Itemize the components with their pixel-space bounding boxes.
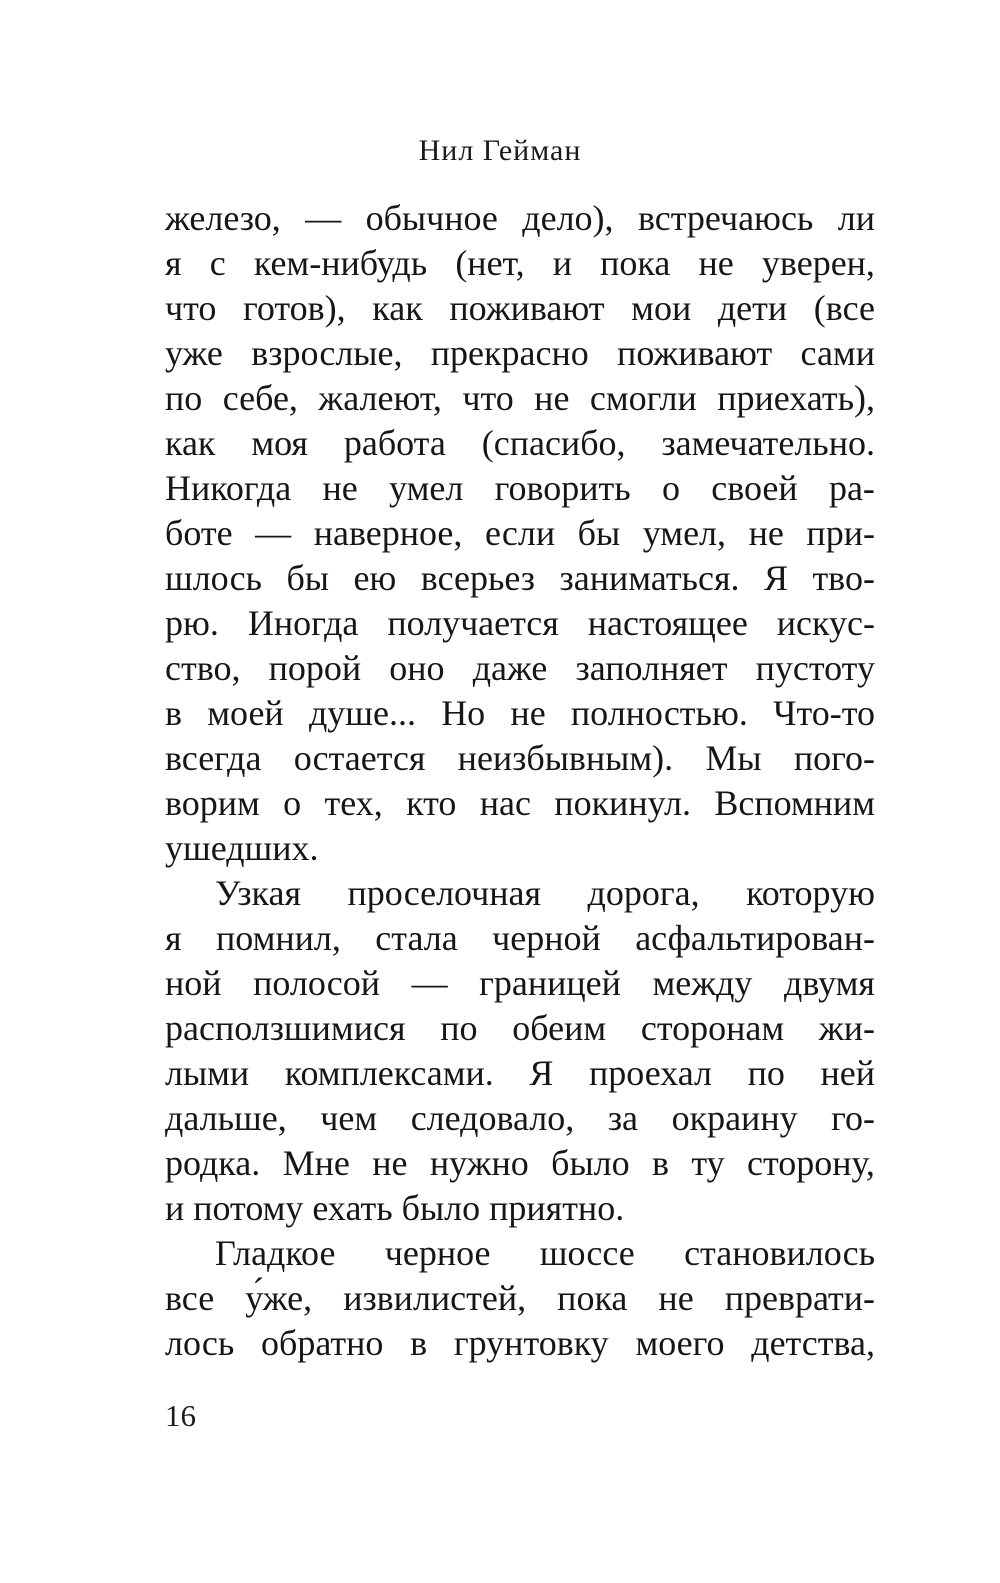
word: как (165, 423, 216, 463)
word: Мы (705, 738, 762, 778)
word: не (748, 513, 784, 553)
word: нужно (429, 1143, 529, 1183)
page-text (165, 196, 875, 1366)
word: говорить (494, 468, 631, 508)
word: всерьез (420, 558, 536, 598)
word: даже (472, 648, 548, 688)
word: остается (293, 738, 426, 778)
word: не (372, 1143, 408, 1183)
word: Я (529, 1053, 554, 1093)
word: смогли (589, 378, 697, 418)
word: наверное, (313, 513, 463, 553)
page-number: 16 (165, 1398, 196, 1433)
text-line (165, 511, 875, 556)
word: пока (557, 1278, 628, 1318)
word: становилось (684, 1233, 875, 1273)
word: приехать), (717, 378, 875, 418)
word: расползшимися (165, 1008, 406, 1048)
word: черной (492, 918, 601, 958)
word: окраину (671, 1098, 798, 1138)
word: Я (763, 558, 788, 598)
word: черное (384, 1233, 491, 1273)
word: полосой (253, 963, 380, 1003)
text-line (165, 691, 875, 736)
word: шлось (165, 558, 262, 598)
word: которую (746, 873, 875, 913)
word: ней (820, 1053, 875, 1093)
word: грунтовку (453, 1323, 609, 1363)
word: я (165, 918, 182, 958)
word: тех, (324, 783, 383, 823)
text-line (165, 601, 875, 646)
text-line (165, 421, 875, 466)
text-line (165, 331, 875, 376)
word: пустоту (755, 648, 875, 688)
word: жалеют, (318, 378, 442, 418)
text-line (165, 1321, 875, 1366)
text-line (165, 736, 875, 781)
word: боте (165, 513, 233, 553)
word: асфальтирован- (635, 918, 875, 958)
running-head-author: Нил Гейман (418, 134, 582, 167)
word: что (165, 288, 217, 328)
word: в (410, 1323, 428, 1363)
word: сторону, (747, 1143, 875, 1183)
word: Что-то (773, 693, 875, 733)
word: умел, (642, 513, 727, 553)
word: себе, (222, 378, 298, 418)
word: душе... (308, 693, 416, 733)
word: при- (806, 513, 875, 553)
word: работа (343, 423, 446, 463)
word: все (165, 1278, 215, 1318)
word: всегда (165, 738, 262, 778)
word: за (607, 1098, 639, 1138)
word: поживают (617, 333, 773, 373)
text-line: и потому ехать было приятно. (165, 1188, 625, 1228)
word: ли (837, 198, 875, 238)
word: проселочная (347, 873, 542, 913)
text-line: ушедших. (165, 828, 319, 868)
word: пока (600, 243, 671, 283)
word: дальше, (165, 1098, 287, 1138)
word: своей (711, 468, 798, 508)
word: лыми (165, 1053, 250, 1093)
word: не (322, 468, 358, 508)
word: проехал (589, 1053, 713, 1093)
text-line (165, 241, 875, 286)
word: дети (717, 288, 788, 328)
text-line (165, 1051, 875, 1096)
word: моя (251, 423, 308, 463)
word: кто (406, 783, 457, 823)
word: родка. (165, 1143, 261, 1183)
word: по (165, 378, 203, 418)
word: в (652, 1143, 669, 1183)
word: железо, (165, 198, 281, 238)
word: границей (479, 963, 621, 1003)
word: о (283, 783, 302, 823)
word: замечательно. (661, 423, 875, 463)
word: умел (389, 468, 464, 508)
text-line (165, 196, 875, 241)
word: ту (691, 1143, 725, 1183)
word: дело), (522, 198, 614, 238)
word: извилистей, (343, 1278, 527, 1318)
text-line (165, 466, 875, 511)
text-line (165, 1231, 875, 1276)
word: неизбывным). (457, 738, 674, 778)
word: бы (286, 558, 329, 598)
word: ею (353, 558, 397, 598)
text-line (165, 1096, 875, 1141)
word: двумя (784, 963, 875, 1003)
word: пого- (793, 738, 875, 778)
word: взрослые, (251, 333, 403, 373)
word: — (255, 513, 292, 553)
word: чем (320, 1098, 378, 1138)
text-line (165, 646, 875, 691)
word: не (658, 1278, 694, 1318)
word: обычное (365, 198, 498, 238)
word: комплексами. (284, 1053, 494, 1093)
word: го- (831, 1098, 875, 1138)
word: в (165, 693, 182, 733)
word: Но (441, 693, 486, 733)
word: и (552, 243, 572, 283)
word: — (305, 198, 342, 238)
word: — (411, 963, 448, 1003)
word: бы (577, 513, 621, 553)
word: дорога, (587, 873, 700, 913)
word: покинул. (554, 783, 691, 823)
word: уверен, (761, 243, 875, 283)
word: тво- (812, 558, 875, 598)
word: нас (479, 783, 531, 823)
text-line (165, 376, 875, 421)
word: обратно (261, 1323, 384, 1363)
word: рю. (165, 603, 219, 643)
word: преврати- (724, 1278, 875, 1318)
text-line (165, 961, 875, 1006)
word: порой (268, 648, 362, 688)
word: (нет, (455, 243, 525, 283)
word: у́же, (245, 1278, 313, 1318)
word: по (747, 1053, 785, 1093)
word: получается (387, 603, 559, 643)
word: мои (631, 288, 692, 328)
word: о (661, 468, 680, 508)
word: Вспомним (714, 783, 875, 823)
word: было (551, 1143, 630, 1183)
word: не (510, 693, 546, 733)
word: помнил, (216, 918, 341, 958)
word: не (698, 243, 734, 283)
text-line (165, 1006, 875, 1051)
word: если (485, 513, 556, 553)
word: я (165, 243, 182, 283)
word: ворим (165, 783, 260, 823)
word: заниматься. (559, 558, 740, 598)
text-line (165, 556, 875, 601)
word: Иногда (247, 603, 359, 643)
word: искус- (776, 603, 875, 643)
word: сами (800, 333, 875, 373)
word: прекрасно (430, 333, 589, 373)
word: как (372, 288, 423, 328)
word: поживают (449, 288, 605, 328)
word: ной (165, 963, 222, 1003)
text-line (165, 781, 875, 826)
word: что (462, 378, 514, 418)
word: стала (375, 918, 458, 958)
word: ство, (165, 648, 241, 688)
word: жи- (818, 1008, 875, 1048)
word: между (652, 963, 753, 1003)
word: (все (813, 288, 875, 328)
word: шоссе (539, 1233, 635, 1273)
word: лось (165, 1323, 235, 1363)
word: уже (165, 333, 223, 373)
word: встречаюсь (637, 198, 814, 238)
word: Мне (282, 1143, 350, 1183)
word: заполняет (575, 648, 728, 688)
word: по (440, 1008, 478, 1048)
word: не (534, 378, 570, 418)
text-line (165, 1276, 875, 1321)
word: обеим (512, 1008, 607, 1048)
word: настоящее (587, 603, 748, 643)
text-line (165, 871, 875, 916)
word: Никогда (165, 468, 292, 508)
word: готов), (243, 288, 346, 328)
word: детства, (751, 1323, 875, 1363)
text-line (165, 916, 875, 961)
word: с (209, 243, 226, 283)
word: следовало, (410, 1098, 575, 1138)
word: Гладкое (215, 1233, 336, 1273)
word: сторонам (640, 1008, 785, 1048)
word: моего (635, 1323, 725, 1363)
word: кем-нибудь (253, 243, 428, 283)
word: моей (207, 693, 284, 733)
word: ра- (828, 468, 875, 508)
word: оно (389, 648, 445, 688)
text-line (165, 286, 875, 331)
text-line (165, 1141, 875, 1186)
word: Узкая (215, 873, 302, 913)
word: (спасибо, (481, 423, 626, 463)
word: полностью. (570, 693, 748, 733)
